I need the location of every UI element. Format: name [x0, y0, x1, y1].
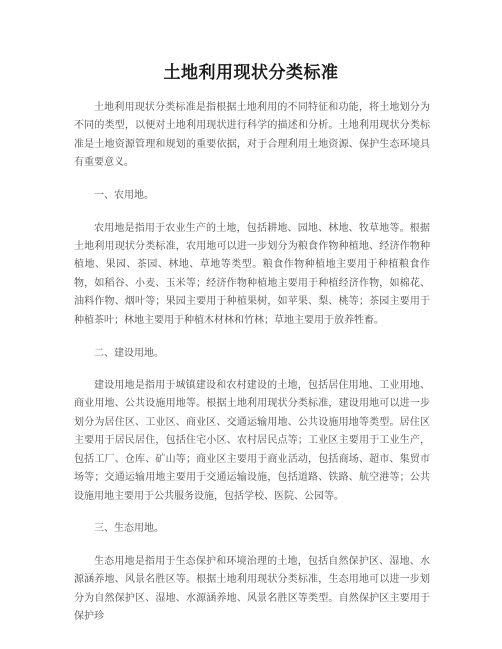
intro-paragraph: 土地利用现状分类标准是指根据土地利用的不同特征和功能，将土地划分为不同的类型，以便对土地利用现状进行科学的描述和分析。土地利用现状分类标准是土地资源管理和规划的重要依据，对于合理利用土地资源、保护生态环境具有重要意义。 — [74, 102, 430, 169]
section-paragraph-construction: 建设用地是指用于城镇建设和农村建设的土地，包括居住用地、工业用地、商业用地、公共设施用地等。根据土地利用现状分类标准，建设用地可以进一步划分为居住区、工业区、商业区、交通运输用地、公共设施用地等类型。居住区主要用于居民居住，包括住宅小区、农村居民点等；工业区主要用于工业生产，包括工厂、仓库、矿山等；商业区主要用于商业活动，包括商场、超市、集贸市场等；交通运输用地主要用于交通运输设施，包括道路、铁路、航空港等；公共设施用地主要用于公共服务设施，包括学校、医院、公园等。 — [74, 380, 430, 502]
document-body — [74, 99, 430, 627]
section-heading-farmland: 一、农用地。 — [94, 190, 154, 202]
section-heading-ecological: 三、生态用地。 — [94, 523, 164, 535]
section-paragraph-farmland: 农用地是指用于农业生产的土地，包括耕地、园地、林地、牧草地等。根据土地利用现状分类标准，农用地可以进一步划分为粮食作物种植地、经济作物种植地、果园、茶园、林地、草地等类型。粮食作物种植地主要用于种植粮食作物，如稻谷、小麦、玉米等；经济作物种植地主要用于种植经济作物，如棉花、油料作物、烟叶等；果园主要用于种植果树，如苹果、梨、桃等；茶园主要用于种植茶叶；林地主要用于种植木材林和竹林；草地主要用于放养牲畜。 — [74, 222, 430, 326]
section-heading-construction: 二、建设用地。 — [94, 347, 164, 359]
section-paragraph-ecological: 生态用地是指用于生态保护和环境治理的土地，包括自然保护区、湿地、水源涵养地、风景名胜区等。根据土地利用现状分类标准，生态用地可以进一步划分为自然保护区、湿地、水源涵养地、风景名胜区等类型。自然保护区主要用于保护珍 — [74, 555, 430, 623]
document-title: 土地利用现状分类标准 — [163, 63, 339, 83]
